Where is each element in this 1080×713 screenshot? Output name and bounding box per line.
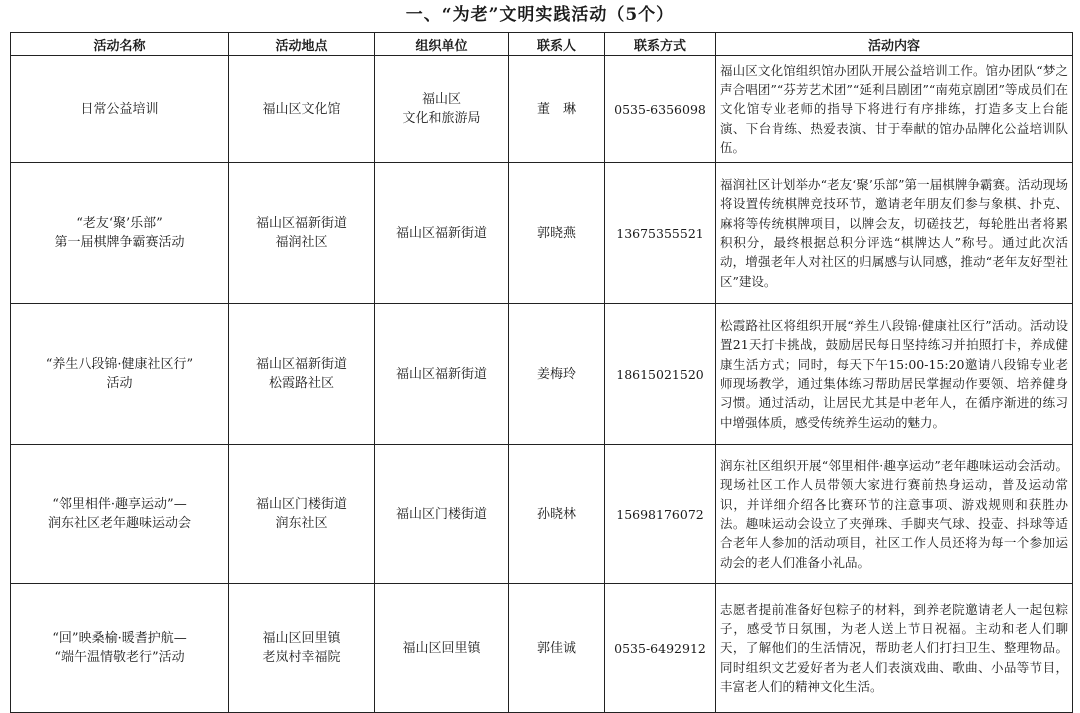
organizer-cell: 福山区门楼街道: [375, 445, 509, 584]
contact-cell: 董 琳: [509, 56, 605, 163]
contact-cell: 郭佳诚: [509, 584, 605, 713]
content-cell: 福山区文化馆组织馆办团队开展公益培训工作。馆办团队“梦之声合唱团”“芬芳艺术团”“延利吕剧团”“南苑京剧团”等成员们在文化馆专业老师的指导下将进行有序排练，打造多支上台能演、下台肯练、热爱表演、甘于奉献的馆办品牌化公益培训队伍。: [716, 56, 1073, 163]
organizer-cell: 福山区福新街道: [375, 304, 509, 445]
location-cell: 福山区回里镇 老岚村幸福院: [229, 584, 375, 713]
activity-name-cell: “养生八段锦·健康社区行” 活动: [11, 304, 229, 445]
phone-cell: 15698176072: [605, 445, 716, 584]
phone-cell: 13675355521: [605, 163, 716, 304]
table-row: [11, 445, 1073, 584]
organizer-cell: 福山区福新街道: [375, 163, 509, 304]
header-organizer: 组织单位: [375, 33, 509, 56]
table-row: [11, 584, 1073, 713]
header-phone: 联系方式: [605, 33, 716, 56]
header-location: 活动地点: [229, 33, 375, 56]
phone-cell: 18615021520: [605, 304, 716, 445]
contact-cell: 郭晓燕: [509, 163, 605, 304]
activity-name-cell: 日常公益培训: [11, 56, 229, 163]
contact-cell: 孙晓林: [509, 445, 605, 584]
table-row: [11, 163, 1073, 304]
content-cell: 松霞路社区将组织开展“养生八段锦·健康社区行”活动。活动设置21天打卡挑战，鼓励居民每日坚持练习并拍照打卡，养成健康生活方式；同时，每天下午15:00-15:20邀请八段锦专业老师现场教学，通过集体练习帮助居民掌握动作要领、培养健身习惯。通过活动，让居民尤其是中老年人，在循序渐进的练习中增强体质，感受传统养生运动的魅力。: [716, 304, 1073, 445]
activity-name-cell: “老友‘聚’乐部” 第一届棋牌争霸赛活动: [11, 163, 229, 304]
location-cell: 福山区福新街道 福润社区: [229, 163, 375, 304]
location-cell: 福山区门楼街道 润东社区: [229, 445, 375, 584]
header-activity-name: 活动名称: [11, 33, 229, 56]
content-cell: 志愿者提前准备好包粽子的材料，到养老院邀请老人一起包粽子，感受节日氛围，为老人送上节日祝福。主动和老人们聊天，了解他们的生活情况，帮助老人们打扫卫生、整理物品。同时组织文艺爱好者为老人们表演戏曲、歌曲、小品等节目，丰富老人们的精神文化生活。: [716, 584, 1073, 713]
contact-cell: 姜梅玲: [509, 304, 605, 445]
location-cell: 福山区文化馆: [229, 56, 375, 163]
content-cell: 润东社区组织开展“邻里相伴·趣享运动”老年趣味运动会活动。现场社区工作人员带领大家进行赛前热身运动，普及运动常识，并详细介绍各比赛环节的注意事项、游戏规则和获胜办法。趣味运动会设立了夹弹珠、手脚夹气球、投壶、抖球等适合老年人参加的活动项目，社区工作人员还将为每一个参加运动会的老人们准备小礼品。: [716, 445, 1073, 584]
phone-cell: 0535-6356098: [605, 56, 716, 163]
header-content: 活动内容: [716, 33, 1073, 56]
activity-name-cell: “邻里相伴·趣享运动”— 润东社区老年趣味运动会: [11, 445, 229, 584]
phone-cell: 0535-6492912: [605, 584, 716, 713]
activity-table: [10, 32, 1073, 713]
activity-name-cell: “回”映桑榆·暖耆护航— “端午温情敬老行”活动: [11, 584, 229, 713]
organizer-cell: 福山区回里镇: [375, 584, 509, 713]
table-row: [11, 56, 1073, 163]
organizer-cell: 福山区 文化和旅游局: [375, 56, 509, 163]
table-row: [11, 304, 1073, 445]
location-cell: 福山区福新街道 松霞路社区: [229, 304, 375, 445]
table-header-row: [11, 33, 1073, 56]
content-cell: 福润社区计划举办“老友‘聚’乐部”第一届棋牌争霸赛。活动现场将设置传统棋牌竞技环节，邀请老年朋友们参与象棋、扑克、麻将等传统棋牌项目，以牌会友，切磋技艺，每轮胜出者将累积积分，最终根据总积分评选“棋牌达人”称号。通过此次活动，增强老年人对社区的归属感与认同感，推动“老年友好型社区”建设。: [716, 163, 1073, 304]
document-title: 一、“为老”文明实践活动（5个）: [405, 5, 675, 25]
header-contact: 联系人: [509, 33, 605, 56]
